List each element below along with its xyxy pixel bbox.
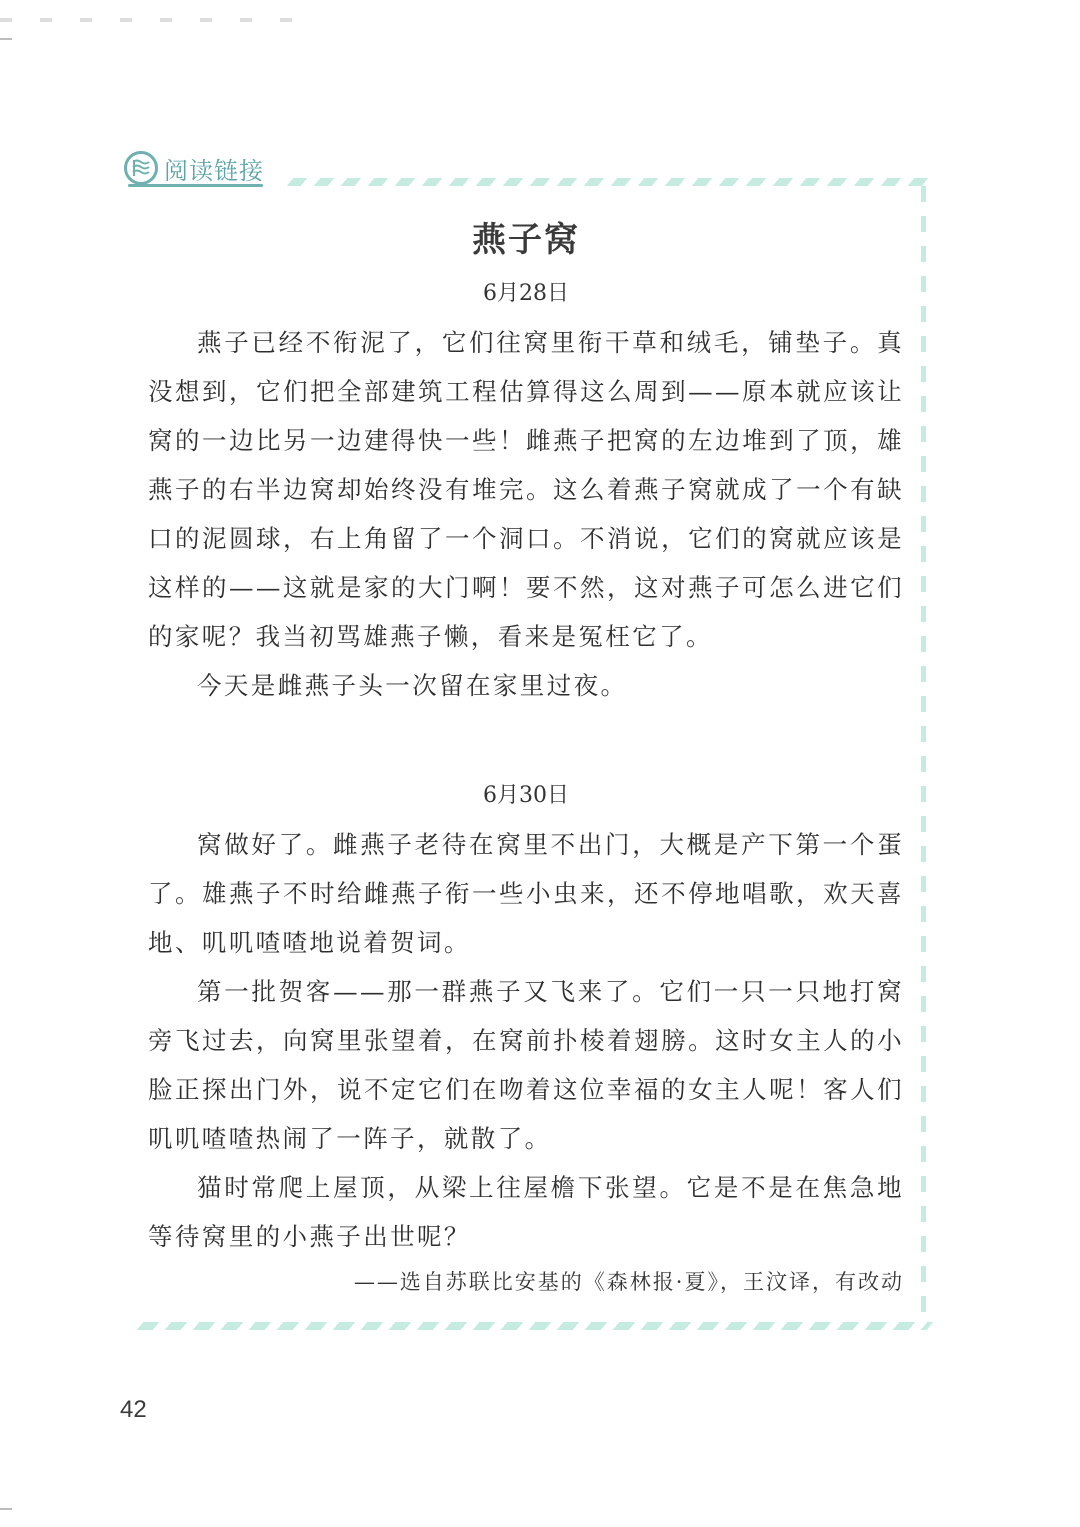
frame-border-bottom [137,1322,934,1330]
section-label: 阅读链接 [164,156,264,185]
page-number: 42 [120,1396,147,1423]
source-citation: ——选自苏联比安基的《森林报·夏》，王汶译，有改动 [353,1270,904,1294]
entry-date: 6月30日 [483,783,569,808]
scan-artifact-top [0,18,320,22]
paragraph: 第一批贺客——那一群燕子又飞来了。它们一只一只地打窝旁飞过去，向窝里张望着，在窝前扑棱着翅膀。这时女主人的小脸正探出门外，说不定它们在吻着这位幸福的女主人呢！客人们叽叽喳喳热闹了一阵子，就散了。 [148,977,904,1153]
entry-spacer [148,710,904,772]
reading-article [148,210,904,1303]
reading-link-header [124,148,264,188]
article-title: 燕子窝 [472,220,580,260]
book-waves-icon [124,151,158,185]
frame-border-top [287,178,934,186]
scan-artifact-left-top [0,38,12,40]
paragraph: 今天是雌燕子头一次留在家里过夜。 [197,671,628,700]
header-underline [128,184,263,187]
scan-artifact-left-bottom [0,1508,12,1510]
paragraph: 猫时常爬上屋顶，从梁上往屋檐下张望。它是不是在焦急地等待窝里的小燕子出世呢？ [148,1173,904,1251]
paragraph: 窝做好了。雌燕子老待在窝里不出门，大概是产下第一个蛋了。雄燕子不时给雌燕子衔一些小虫来，还不停地唱歌，欢天喜地、叽叽喳喳地说着贺词。 [148,830,904,957]
frame-border-right [921,186,926,1326]
diary-entry-0630 [148,772,904,1261]
entry-date: 6月28日 [483,281,569,306]
paragraph: 燕子已经不衔泥了，它们往窝里衔干草和绒毛，铺垫子。真没想到，它们把全部建筑工程估算得这么周到——原本就应该让窝的一边比另一边建得快一些！雌燕子把窝的左边堆到了顶，雄燕子的右半边窝却始终没有堆完。这么着燕子窝就成了一个有缺口的泥圆球，右上角留了一个洞口。不消说，它们的窝就应该是这样的——这就是家的大门啊！要不然，这对燕子可怎么进它们的家呢？我当初骂雄燕子懒，看来是冤枉它了。 [148,328,904,651]
diary-entry-0628 [148,270,904,710]
